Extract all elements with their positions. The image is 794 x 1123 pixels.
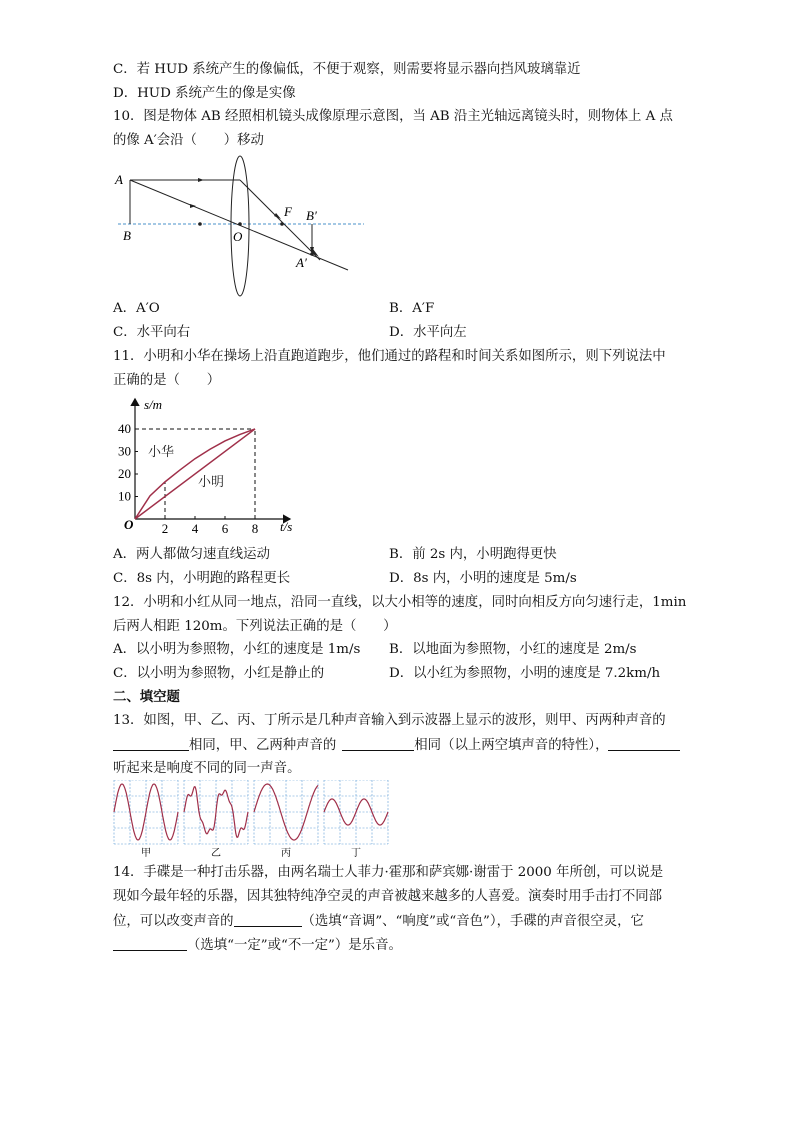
q14-text-b: （选填“音调”、“响度”或“音色”），手碟的声音很空灵，它: [301, 914, 644, 929]
label-o: O: [233, 229, 243, 244]
label-b: B: [123, 228, 131, 243]
q9-option-d: D．HUD 系统产生的像是实像: [113, 86, 296, 101]
q11-option-c: C．8s 内，小明跑的路程更长: [113, 571, 291, 586]
q11-stem-line1: 11．小明和小华在操场上沿直跑道跑步，他们通过的路程和时间关系如图所示，则下列说法中: [113, 349, 666, 364]
q11-stem-line2: 正确的是（ ）: [113, 373, 221, 388]
q13-stem-line3: 听起来是响度不同的同一声音。: [113, 761, 301, 776]
x-tick-label: 4: [191, 521, 199, 536]
chart-origin: O: [124, 517, 134, 532]
oscilloscope-waveforms: [112, 780, 394, 858]
waveform-panel: [114, 780, 178, 858]
x-tick-label: 6: [221, 521, 229, 536]
q9-option-c: C．若 HUD 系统产生的像偏低，不便于观察，则需要将显示器向挡风玻璃靠近: [113, 62, 581, 77]
q14-stem-line3: [113, 912, 644, 931]
answer-blank-1[interactable]: [113, 736, 189, 751]
q11-option-b: B．前 2s 内，小明跑得更快: [389, 547, 557, 562]
x-tick-label: 2: [161, 521, 169, 536]
q14-stem-line4: [113, 936, 402, 955]
q14-text-a: 位，可以改变声音的: [113, 914, 234, 929]
q13-stem-line1: 13．如图，甲、乙、丙、丁所示是几种声音输入到示波器上显示的波形，则甲、丙两种声音的: [113, 713, 666, 728]
y-tick-label: 30: [118, 443, 131, 459]
q13-text-b: 相同（以上两空填声音的特性），: [414, 738, 609, 753]
q10-option-b: B．A′F: [389, 301, 435, 316]
q12-option-a: A．以小明为参照物，小红的速度是 1m/s: [113, 642, 361, 657]
waveform-panel: [324, 780, 388, 858]
label-f: F: [284, 204, 292, 219]
q12-option-c: C．以小明为参照物，小红是静止的: [113, 666, 325, 681]
waveform-label: 甲: [141, 848, 151, 858]
q14-stem-line2: 现如今最年轻的乐器，因其独特纯净空灵的声音被越来越多的人喜爱。演奏时用手击打不同部: [113, 889, 663, 904]
y-tick-label: 40: [118, 421, 131, 436]
waveform-panel: [254, 780, 318, 858]
q12-stem-line2: 后两人相距 120m。下列说法正确的是（ ）: [113, 619, 397, 634]
q12-stem-line1: 12．小明和小红从同一地点，沿同一直线，以大小相等的速度，同时向相反方向匀速行走，1min: [113, 595, 687, 610]
q13-text-a: 相同，甲、乙两种声音的: [189, 738, 337, 753]
q13-stem-line2: [113, 736, 680, 755]
st-chart: [110, 393, 310, 538]
chart-xlabel: t/s: [280, 519, 293, 534]
series-line-xiaoming: [135, 429, 255, 519]
waveform-label: 乙: [211, 848, 221, 858]
answer-blank-5[interactable]: [113, 936, 187, 951]
q14-text-c: （选填“一定”或“不一定”）是乐音。: [187, 938, 402, 953]
label-b-image: B′: [306, 208, 317, 223]
series-label-xiaohua: 小华: [148, 444, 175, 459]
q12-option-b: B．以地面为参照物，小红的速度是 2m/s: [389, 642, 637, 657]
q10-option-a: A．A′O: [113, 301, 160, 316]
convex-lens: [231, 156, 249, 296]
waveform-label: 丁: [351, 848, 361, 858]
q12-option-d: D．以小红为参照物，小明的速度是 7.2km/h: [389, 666, 661, 681]
x-tick-label: 8: [251, 521, 259, 536]
section-heading-fill-in: 二、填空题: [113, 690, 180, 705]
lens-diagram: [110, 150, 370, 300]
waveform-panel: [184, 780, 248, 858]
q10-stem-line1: 10．图是物体 AB 经照相机镜头成像原理示意图，当 AB 沿主光轴远离镜头时，则物体上 A 点: [113, 109, 673, 124]
series-label-xiaoming: 小明: [198, 474, 225, 489]
label-a: A: [115, 172, 123, 187]
answer-blank-2[interactable]: [342, 736, 414, 751]
q10-stem-line2: 的像 A′会沿（ ）移动: [113, 133, 264, 148]
q11-option-a: A．两人都做匀速直线运动: [113, 547, 270, 562]
label-a-image: A′: [296, 255, 307, 270]
q10-option-c: C．水平向右: [113, 325, 191, 340]
y-tick-label: 10: [118, 488, 131, 504]
q14-stem-line1: 14．手碟是一种打击乐器，由两名瑞士人菲力·霍那和萨宾娜·谢雷于 2000 年所创，可以说是: [113, 865, 664, 880]
y-tick-label: 20: [118, 466, 131, 481]
q10-option-d: D．水平向左: [389, 325, 467, 340]
waveform-label: 丙: [281, 848, 291, 858]
answer-blank-4[interactable]: [234, 912, 302, 927]
chart-ylabel: s/m: [144, 397, 163, 412]
q11-option-d: D．8s 内，小明的速度是 5m/s: [389, 571, 577, 586]
answer-blank-3[interactable]: [608, 736, 680, 751]
